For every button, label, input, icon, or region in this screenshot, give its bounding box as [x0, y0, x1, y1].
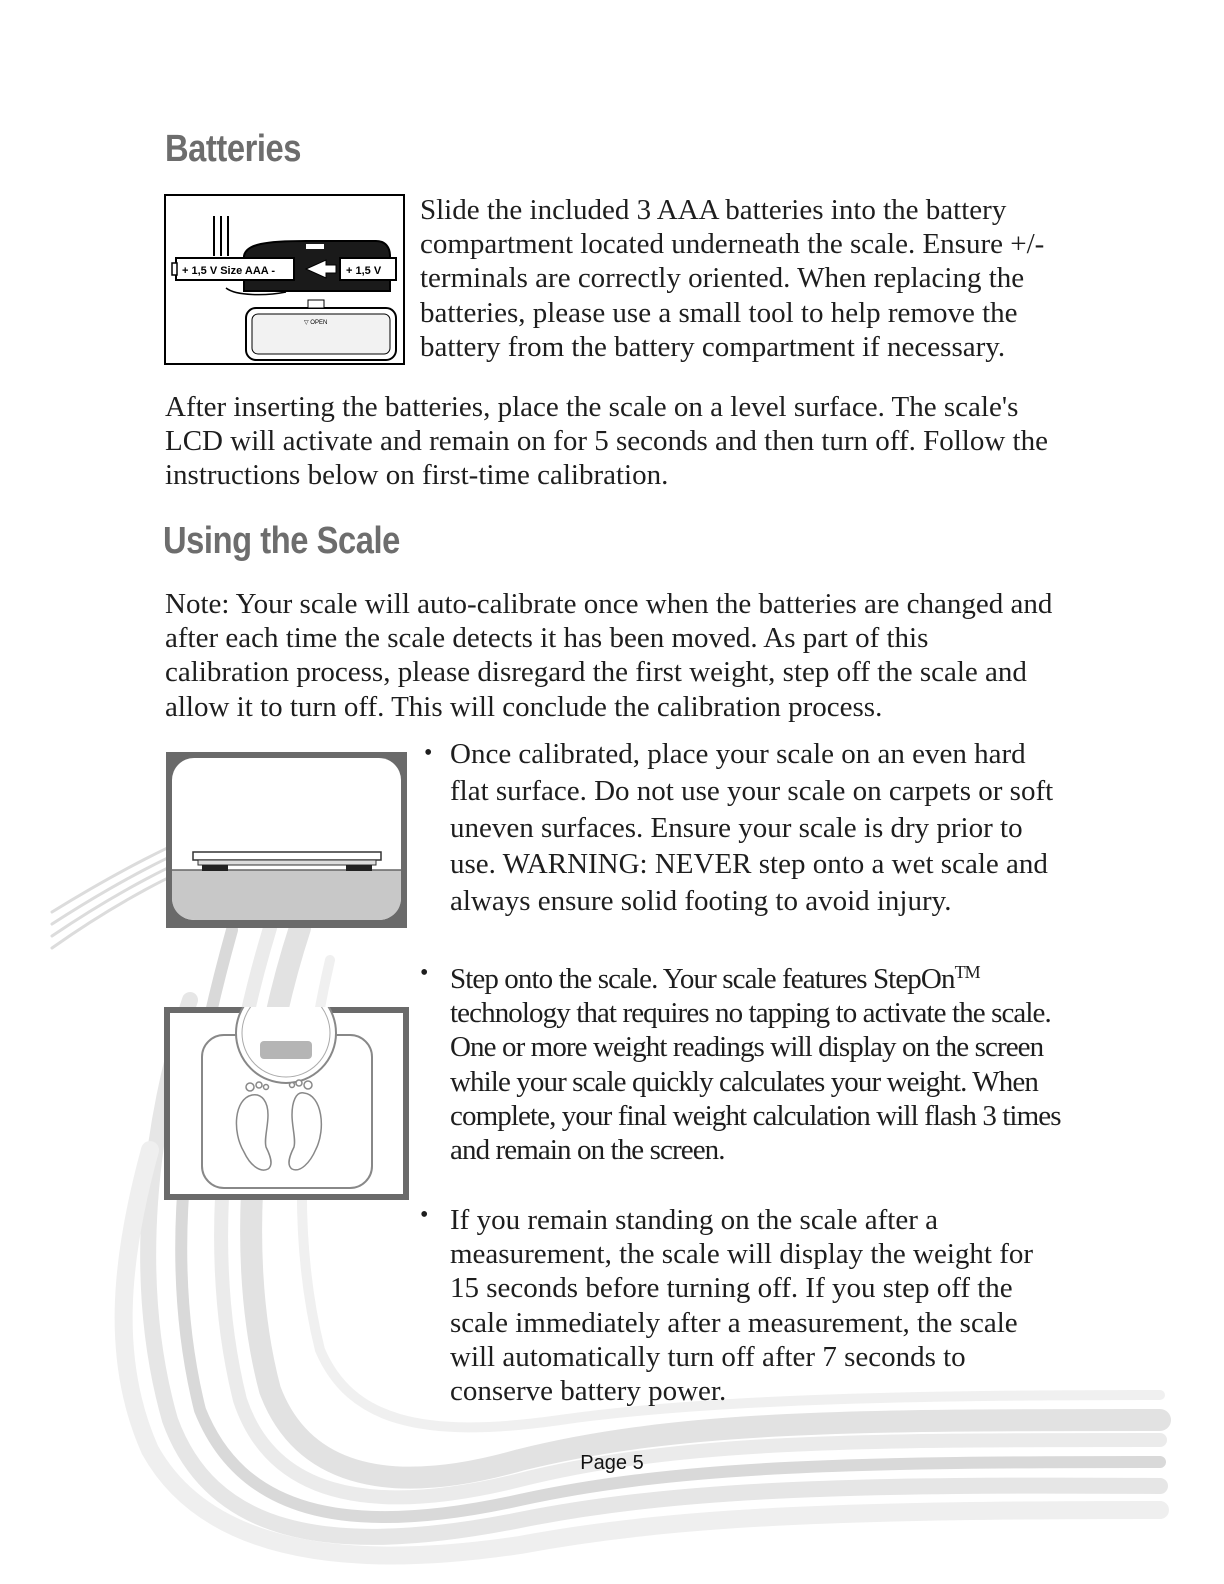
scale-top-view-diagram	[164, 1007, 409, 1200]
scale-side-view-diagram	[166, 752, 407, 928]
bullet-2-lead: Step onto the scale. Your scale features StepOn	[450, 963, 955, 995]
page-number: Page 5	[580, 1452, 644, 1474]
bullet-2-marker: •	[420, 960, 429, 986]
bullet-2-text	[450, 962, 1070, 1167]
battery-label-1: + 1,5 V Size AAA -	[182, 265, 276, 277]
battery-diagram	[166, 196, 403, 363]
using-scale-heading: Using the Scale	[163, 520, 400, 562]
bullet-1-text: Once calibrated, place your scale on an even hard flat surface. Do not use your scale on carpets or soft uneven surfaces. Ensure your scale is dry prior to use. WARNING: NEVER step onto a wet scale and always ensure solid footing to avoid injury.	[450, 738, 1054, 918]
bullet-2-rest: technology that requires no tapping to activate the scale. One or more weight readings will display on the screen while your scale quickly calculates your weight. When complete, your final weight calculation will flash 3 times and remain on the screen.	[450, 997, 1061, 1167]
batteries-after-text: After inserting the batteries, place the scale on a level surface. The scale's LCD will activate and remain on for 5 seconds and then turn off. Follow the instructions below on first-time calibration.	[165, 391, 1048, 492]
battery-label-2: + 1,5 V	[346, 265, 382, 277]
calibration-note-text: Note: Your scale will auto-calibrate once when the batteries are changed and after each time the scale detects it has been moved. As part of this calibration process, please disregard the first weight, step off the scale and allow it to turn off. This will conclude the calibration process.	[165, 588, 1053, 723]
batteries-intro-text: Slide the included 3 AAA batteries into the battery compartment located underneath the scale. Ensure +/- terminals are correctly oriented. When replacing the batteries, please use a small tool to help remove the battery from the battery compartment if necessary.	[420, 194, 1045, 363]
open-label: ▽ OPEN	[304, 320, 328, 326]
bullet-1-marker: •	[424, 740, 433, 766]
battery-compartment-figure	[164, 194, 405, 365]
feet-on-scale-figure	[164, 1007, 409, 1200]
batteries-heading: Batteries	[165, 128, 302, 170]
trademark-mark: TM	[954, 962, 980, 982]
bullet-3-marker: •	[420, 1202, 429, 1228]
scale-on-surface-figure	[166, 752, 407, 928]
lcd-display-shape	[260, 1041, 312, 1059]
bullet-3-text: If you remain standing on the scale after a measurement, the scale will display the weight for 15 seconds before turning off. If you step off the scale immediately after a measurement, the scale will automatically turn off after 7 seconds to conserve battery power.	[450, 1204, 1034, 1408]
